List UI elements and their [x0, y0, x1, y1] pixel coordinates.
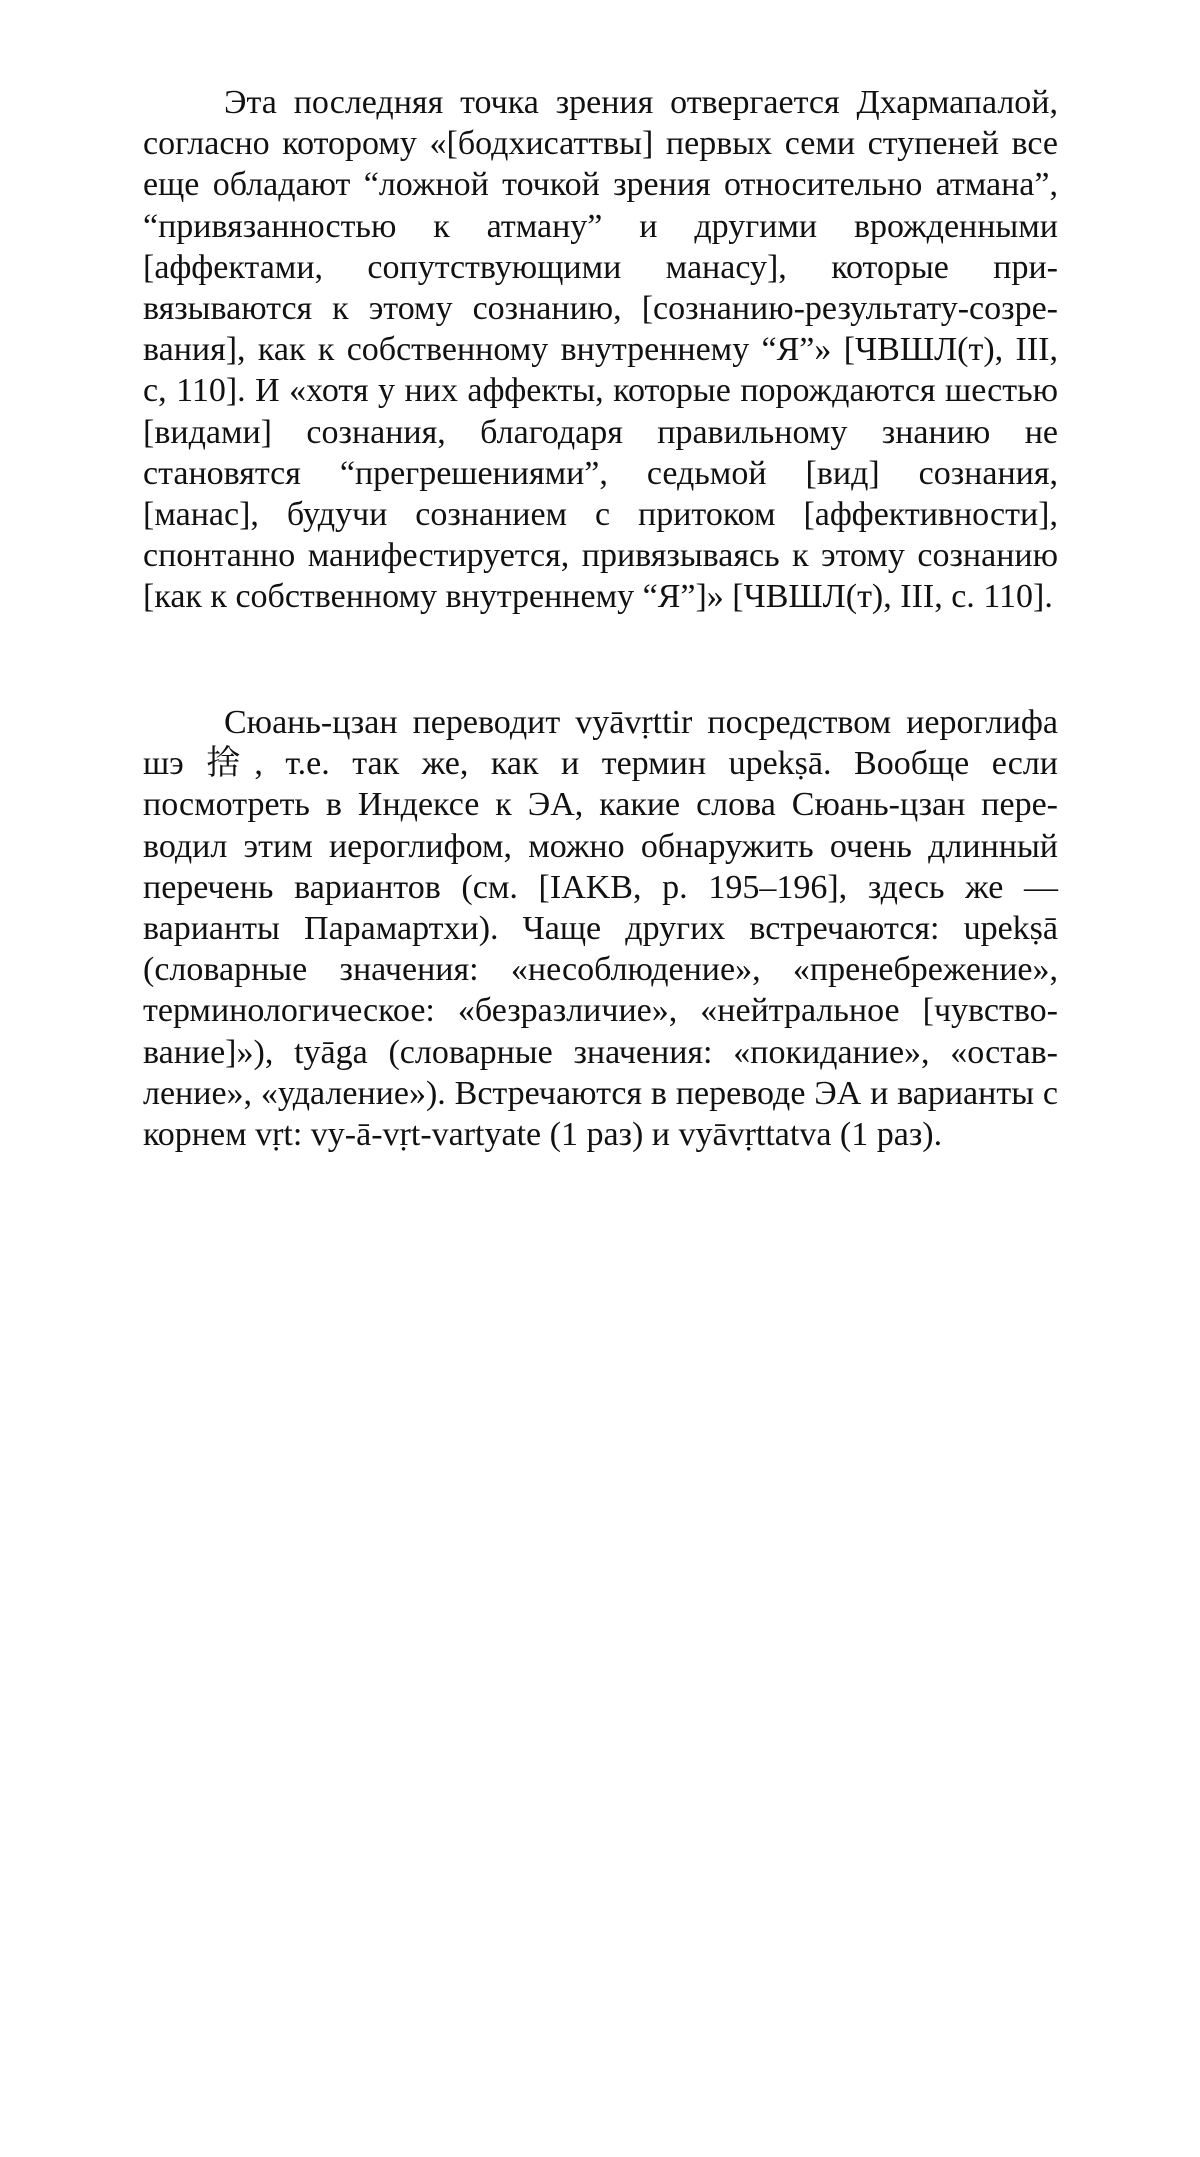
- paragraph-xuanzang-translation: Сюань-цзан переводит vyāvṛttir посредством иероглифа шэ 捨, т.е. так же, как и термин upekṣā. Вообще если посмотреть в Индексе к ЭА, какие слова Сюань-цзан переводил этим иероглифом, можно обнаружить очень длинный перечень вариантов (см. [IAKB, p. 195–196], здесь же — варианты Парамартхи). Чаще других встречаются: upekṣā (словарные значения: «несоблюдение», «пренебрежение», терминологическое: «безразличие», «нейтральное [чувствование]»), tyāga (словарные значения: «покидание», «оставление», «удаление»). Встречаются в переводе ЭА и варианты с корнем vṛt: vy-ā-vṛt-vartyate (1 раз) и vyāvṛttatva (1 раз).: [143, 704, 1058, 1154]
- paragraph-dharmapala-view: Эта последняя точка зрения отвергается Дхармапалой, согласно которому «[бодхисаттвы] первых семи ступеней все еще обладают “ложной точкой зрения относительно атмана”, “привязанностью к атману” и другими врожденными [аффектами, сопутствующими манасу], которые привязываются к этому сознанию, [сознанию-результату-созревания], как к собственному внутреннему “Я”» [ЧВШЛ(т), III, с, 110]. И «хотя у них аффекты, которые порождаются шестью [видами] сознания, благодаря правильному знанию не становятся “прегрешениями”, седьмой [вид] сознания, [манас], будучи сознанием с притоком [аффективности], спонтанно манифестируется, привязываясь к этому сознанию [как к собственному внутреннему “Я”]» [ЧВШЛ(т), III, с. 110].: [143, 84, 1058, 616]
